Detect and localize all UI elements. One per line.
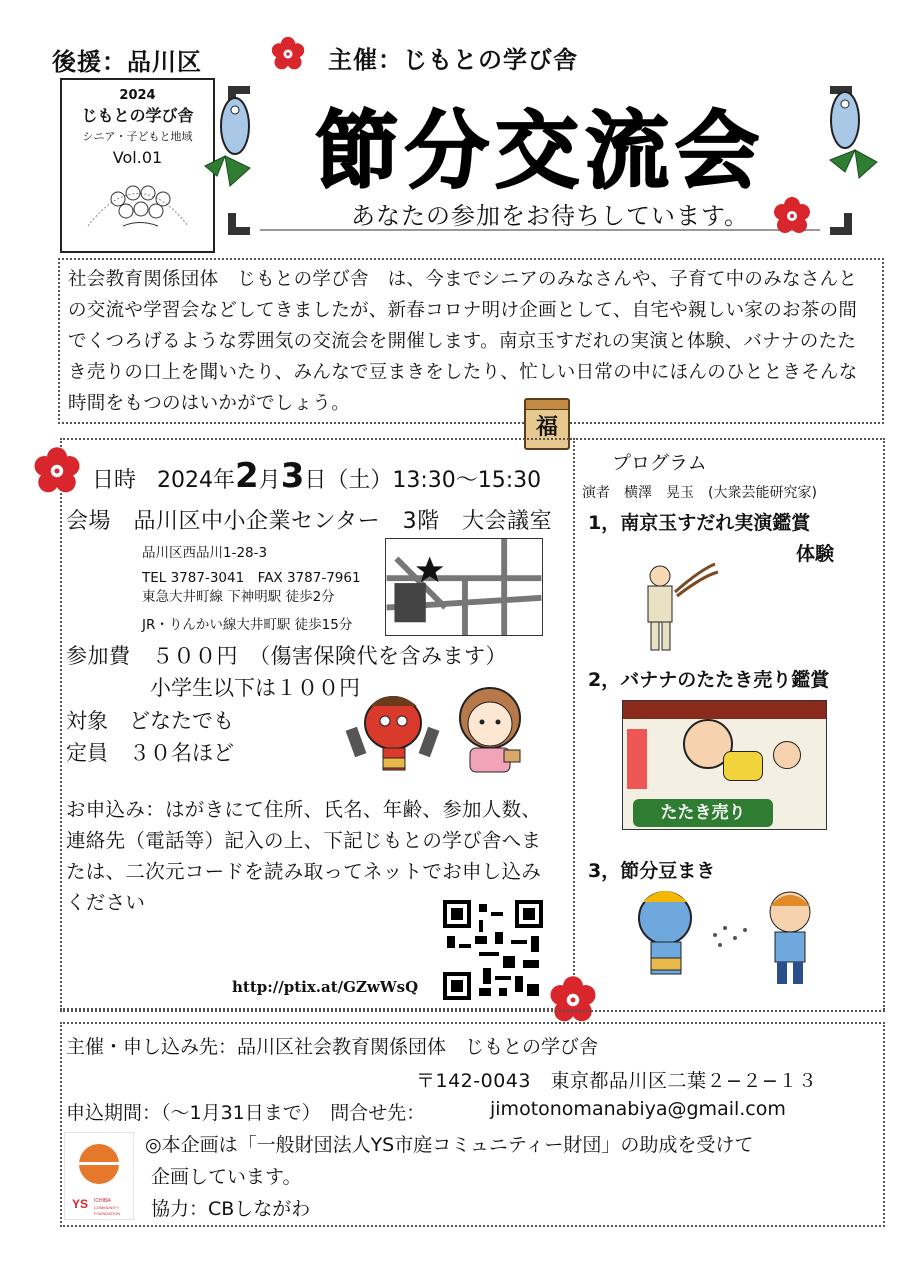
address-line: 品川区西品川1-28-3 <box>142 545 268 561</box>
plum-flower-icon <box>32 446 82 496</box>
tatakiuri-sign: たたき売り <box>633 799 773 827</box>
organizer-address: 〒142-0043 東京都品川区二葉２−２−１３ <box>416 1070 818 1092</box>
volume-tagline: シニア・子どもと地域 <box>82 130 193 143</box>
fuku-label: 福 <box>535 415 558 440</box>
plum-flower-icon <box>772 196 812 236</box>
target-audience: 対象 どなたでも <box>66 709 234 733</box>
host-label: 主催：じもとの学び舎 <box>328 46 578 74</box>
venue-map <box>385 538 543 636</box>
fee: 参加費 ５００円 （傷害保険代を含みます） <box>66 644 507 668</box>
intro-text: 社会教育関係団体 じもとの学び舎 は、今までシニアのみなさんや、子育て中のみなさんとの交流や学習会などしてきましたが、新春コロナ明け企画として、自宅や親しい家のお茶の間でくつろげるような雰囲気の交流会を開催します。南京玉すだれの実演と体験、バナナのたたき売りの口上を聞いたり、みんなで豆まきをしたり、忙しい日常の中にほんのひとときそんな時間をもつのはいかがでしょう。 <box>58 258 884 424</box>
divider <box>60 1010 885 1012</box>
application-period: 申込期間：（〜1月31日まで） 問合せ先： <box>66 1102 426 1124</box>
grant-note: ◎本企画は「一般財団法人YS市庭コミュニティー財団」の助成を受けて <box>145 1134 754 1156</box>
sardine-holly-icon <box>815 90 885 188</box>
date-month-unit: 月 <box>258 468 281 493</box>
bean-throwing-illustration <box>625 880 835 990</box>
contact-email[interactable]: jimotonomanabiya@gmail.com <box>490 1098 786 1120</box>
program-item-3: 3，節分豆まき <box>588 860 716 882</box>
support-label: 後援：品川区 <box>52 48 202 76</box>
capacity: 定員 ３０名ほど <box>66 741 234 765</box>
cooperation: 協力：CBしながわ <box>151 1198 311 1220</box>
apply-instructions: お申込み：はがきにて住所、氏名、年齢、参加人数、連絡先（電話等）記入の上、下記じもとの学び舎へまたは、二次元コードを読み取ってネットでお申し込みください <box>66 798 542 914</box>
child-illustration <box>448 678 533 773</box>
sardine-holly-icon <box>195 96 265 194</box>
svg-text:ICHIBA: ICHIBA <box>94 1198 111 1204</box>
date-label: 日時 <box>92 468 137 493</box>
program-item-2: 2，バナナのたたき売り鑑賞 <box>588 669 830 691</box>
date-time: 日（土）13:30〜15:30 <box>304 468 542 493</box>
plum-flower-icon <box>270 36 306 72</box>
svg-text:YS: YS <box>72 1197 89 1211</box>
svg-text:COMMUNITY: COMMUNITY <box>94 1205 119 1210</box>
subtitle: あなたの参加をお待ちしています。 <box>350 202 750 230</box>
venue-address <box>142 544 361 607</box>
phone-line: TEL 3787-3041 FAX 3787-7961 <box>142 570 361 586</box>
red-oni-illustration <box>345 688 440 778</box>
banana-seller-illustration <box>622 700 827 830</box>
svg-text:FOUNDATION: FOUNDATION <box>94 1211 121 1216</box>
qr-code[interactable] <box>443 900 543 1000</box>
organizer: 主催・申し込み先：品川区社会教育関係団体 じもとの学び舎 <box>66 1036 599 1058</box>
performer: 演者 横澤 晃玉 (大衆芸能研究家) <box>582 485 817 501</box>
fee-child: 小学生以下は１００円 <box>150 676 360 700</box>
volume-year: 2024 <box>119 88 156 103</box>
sudare-performer-illustration <box>625 560 720 655</box>
program-title: プログラム <box>612 452 707 474</box>
volume-org-name: じもとの学び舎 <box>81 106 194 125</box>
volume-box <box>60 78 215 253</box>
plum-flower-icon <box>548 975 598 1025</box>
org-logo-icon <box>78 171 198 241</box>
date-day: 3 <box>280 456 305 496</box>
page-title: 節分交流会 <box>314 102 765 200</box>
event-venue: 会場 品川区中小企業センター 3階 大会議室 <box>66 509 553 534</box>
date-month: 2 <box>235 456 259 496</box>
date-year: 2024年 <box>157 468 235 493</box>
apply-url[interactable]: http://ptix.at/GZwWsQ <box>232 978 419 996</box>
grant-note-cont: 企画しています。 <box>151 1166 302 1188</box>
program-item-1: 1，南京玉すだれ実演鑑賞 <box>588 512 811 534</box>
access-line-jr: JR・りんかい線大井町駅 徒歩15分 <box>142 617 353 633</box>
ys-foundation-logo-icon <box>64 1132 134 1220</box>
program-item-1-sub: 体験 <box>796 543 835 565</box>
access-line: 東急大井町線 下神明駅 徒歩2分 <box>142 589 335 605</box>
volume-number: Vol.01 <box>112 148 163 167</box>
event-date <box>92 456 541 496</box>
